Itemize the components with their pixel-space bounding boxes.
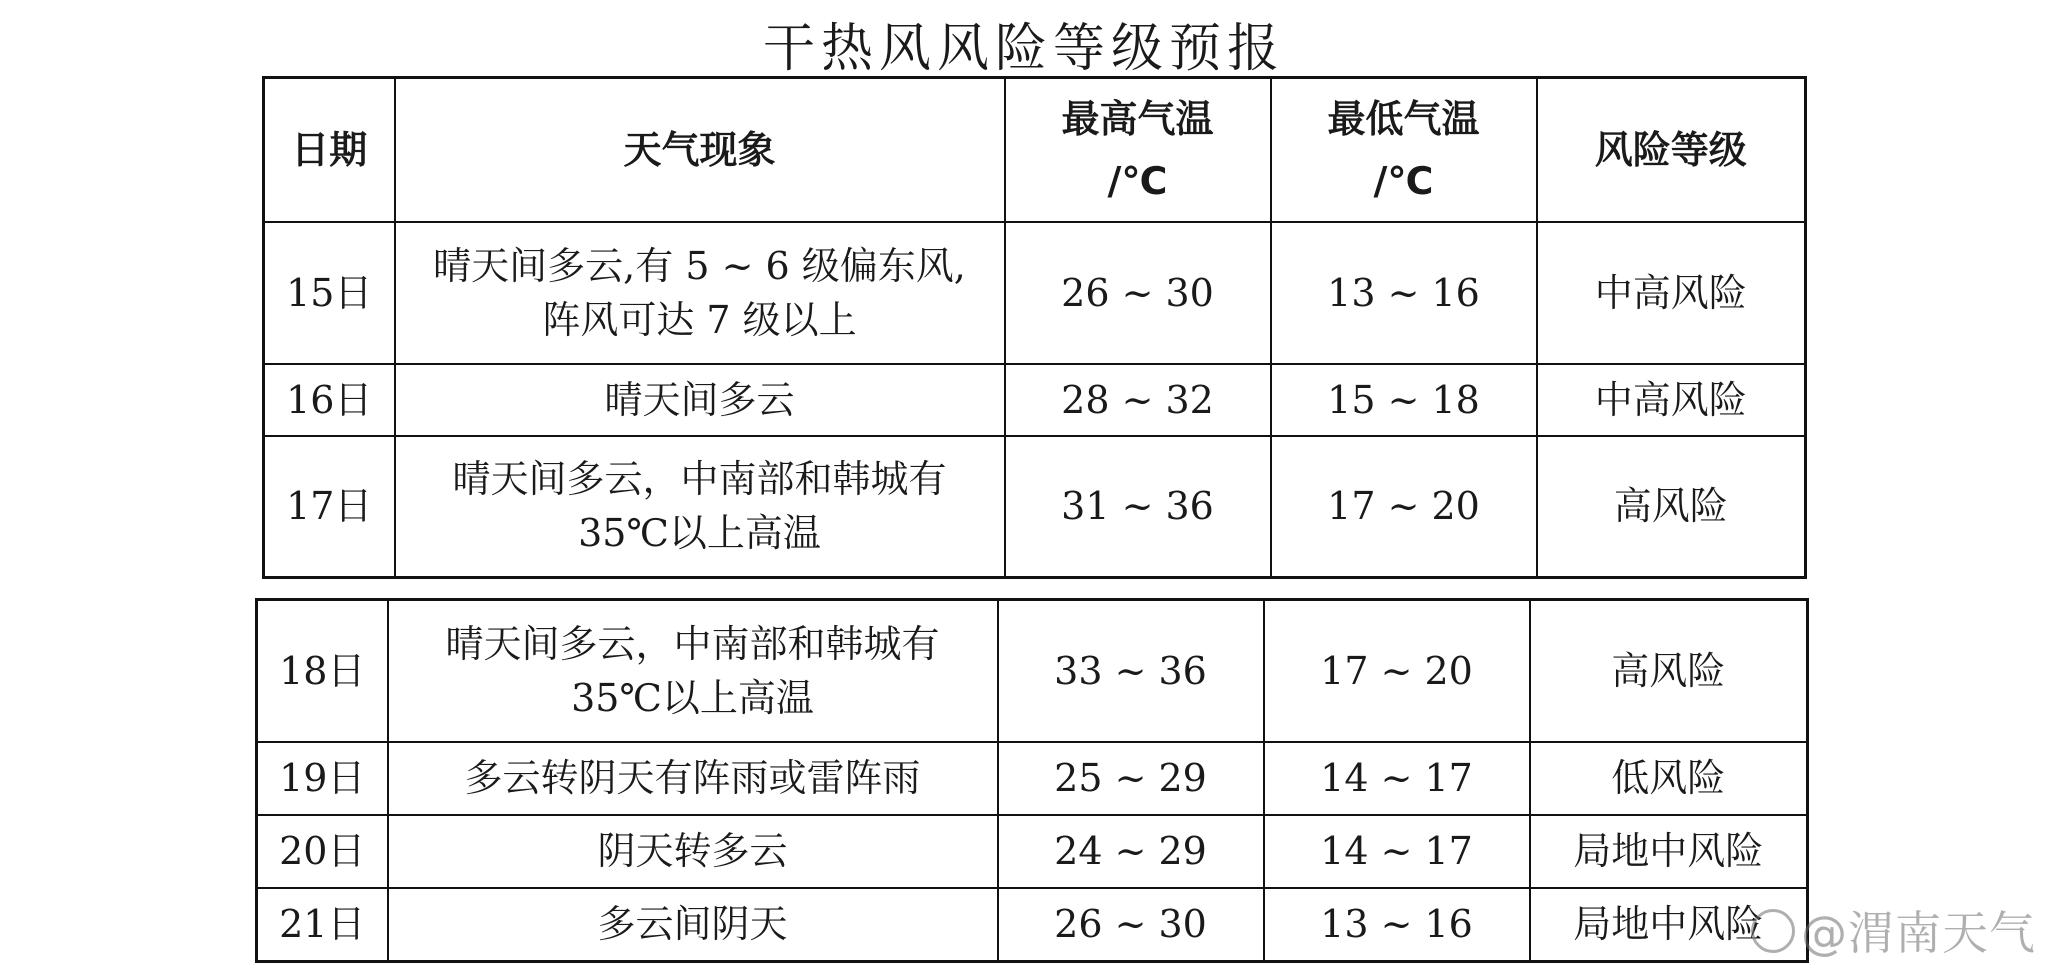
cell-weather-line: 35℃以上高温 xyxy=(571,675,814,720)
cell-max-temp: 25 ~ 29 xyxy=(998,742,1264,815)
table-row xyxy=(257,815,1808,888)
header-max-temp-label: 最高气温 xyxy=(1061,96,1214,141)
header-min-temp-label: 最低气温 xyxy=(1327,96,1480,141)
cell-max-temp: 26 ~ 30 xyxy=(1005,222,1271,364)
cell-weather xyxy=(395,436,1005,578)
cell-max-temp: 24 ~ 29 xyxy=(998,815,1264,888)
weibo-watermark xyxy=(1751,897,2036,963)
cell-max-temp: 33 ~ 36 xyxy=(998,600,1264,742)
cell-risk: 高风险 xyxy=(1530,600,1808,742)
cell-weather-line: 晴天间多云，中南部和韩城有 xyxy=(452,457,947,502)
cell-date: 18日 xyxy=(257,600,388,742)
table-row xyxy=(257,600,1808,742)
cell-max-temp: 31 ~ 36 xyxy=(1005,436,1271,578)
cell-max-temp: 26 ~ 30 xyxy=(998,888,1264,962)
cell-weather-line: 阵风可达 7 级以上 xyxy=(542,297,857,342)
cell-risk: 高风险 xyxy=(1537,436,1806,578)
header-min-temp xyxy=(1271,78,1537,222)
cell-max-temp: 28 ~ 32 xyxy=(1005,364,1271,436)
cell-risk: 局地中风险 xyxy=(1530,815,1808,888)
cell-weather-line: 晴天间多云，中南部和韩城有 xyxy=(445,621,940,666)
cell-risk: 中高风险 xyxy=(1537,222,1806,364)
cell-date: 19日 xyxy=(257,742,388,815)
cell-weather-line: 35℃以上高温 xyxy=(578,511,821,556)
cell-min-temp: 17 ~ 20 xyxy=(1264,600,1530,742)
cell-date: 17日 xyxy=(264,436,395,578)
table-row xyxy=(264,222,1806,364)
header-min-temp-unit: /℃ xyxy=(1373,158,1434,203)
cell-weather xyxy=(388,600,998,742)
cell-min-temp: 17 ~ 20 xyxy=(1271,436,1537,578)
cell-min-temp: 13 ~ 16 xyxy=(1271,222,1537,364)
table-row xyxy=(264,364,1806,436)
watermark-text: @渭南天气 xyxy=(1801,906,2036,960)
cell-weather: 多云转阴天有阵雨或雷阵雨 xyxy=(388,742,998,815)
forecast-table-bottom xyxy=(255,598,1809,963)
cell-risk: 中高风险 xyxy=(1537,364,1806,436)
cell-min-temp: 14 ~ 17 xyxy=(1264,742,1530,815)
header-weather: 天气现象 xyxy=(395,78,1005,222)
header-risk: 风险等级 xyxy=(1537,78,1806,222)
cell-weather: 阴天转多云 xyxy=(388,815,998,888)
document-title: 干热风风险等级预报 xyxy=(762,19,1285,79)
cell-date: 15日 xyxy=(264,222,395,364)
cell-min-temp: 13 ~ 16 xyxy=(1264,888,1530,962)
cell-weather: 多云间阴天 xyxy=(388,888,998,962)
cell-date: 21日 xyxy=(257,888,388,962)
table-row xyxy=(257,888,1808,962)
cell-weather: 晴天间多云 xyxy=(395,364,1005,436)
cell-risk: 局地中风险 xyxy=(1530,888,1808,962)
cell-min-temp: 14 ~ 17 xyxy=(1264,815,1530,888)
cell-date: 20日 xyxy=(257,815,388,888)
cell-min-temp: 15 ~ 18 xyxy=(1271,364,1537,436)
table-header-row xyxy=(264,78,1806,222)
table-row xyxy=(257,742,1808,815)
header-max-temp-unit: /℃ xyxy=(1107,158,1168,203)
cell-weather xyxy=(395,222,1005,364)
table-row xyxy=(264,436,1806,578)
cell-date: 16日 xyxy=(264,364,395,436)
cell-risk: 低风险 xyxy=(1530,742,1808,815)
forecast-table-top xyxy=(262,76,1807,579)
header-max-temp xyxy=(1005,78,1271,222)
header-date: 日期 xyxy=(264,78,395,222)
cell-weather-line: 晴天间多云,有 5 ~ 6 级偏东风, xyxy=(433,243,966,288)
weibo-icon xyxy=(1751,909,1795,953)
